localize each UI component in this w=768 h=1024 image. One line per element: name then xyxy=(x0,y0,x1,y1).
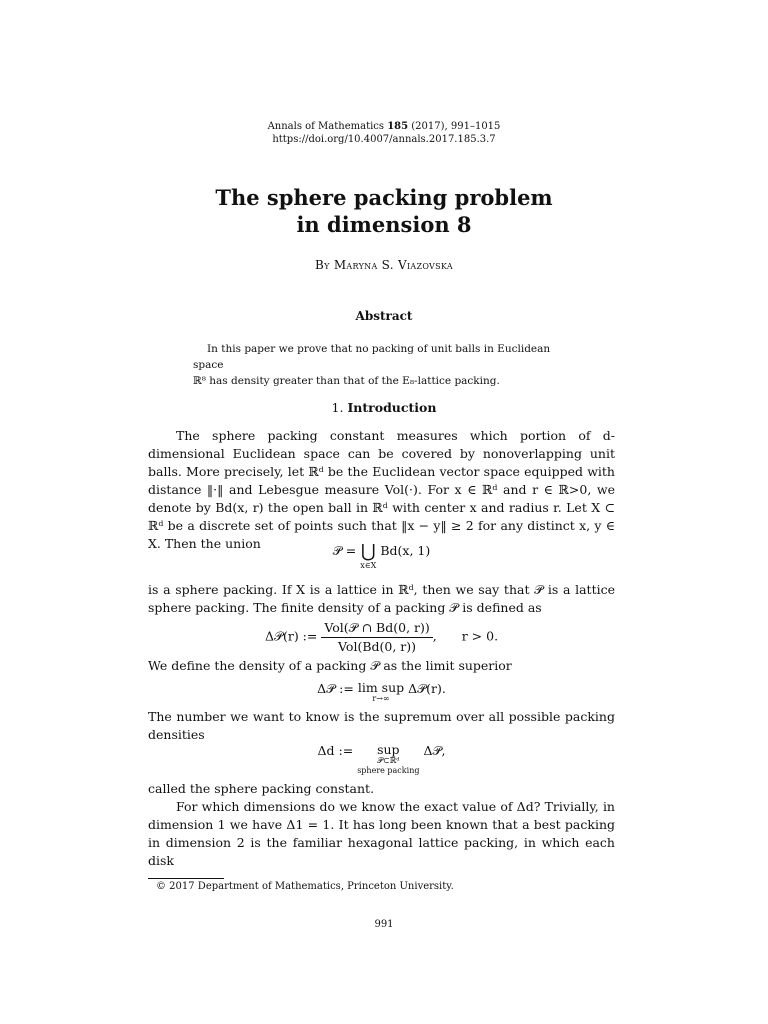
journal-citation: Annals of Mathematics 185 (2017), 991–1015 xyxy=(267,121,501,132)
paragraph-5: called the sphere packing constant. xyxy=(148,781,375,796)
running-header xyxy=(0,120,768,146)
equation-sup: Δd := sup 𝒫⊂ℝᵈ sphere packing Δ𝒫, xyxy=(317,742,446,775)
equation-finite-density: Δ𝒫(r) := $\frac{\text{Vol(𝒫 ∩ Bd(0, r))}}{\text{Vol(Bd(0, r))}}$ , r > 0. xyxy=(264,620,499,654)
density-fraction: $\frac{\text{Vol(𝒫 ∩ Bd(0, r))}}{\text{Vol(Bd(0, r))}}$ xyxy=(321,620,432,654)
author-byline: By Maryna S. Viazovska xyxy=(315,258,453,272)
big-union-symbol: ⋃ xyxy=(360,541,376,562)
paper-title-line-2: in dimension 8 xyxy=(296,212,472,237)
paper-title-line-1: The sphere packing problem xyxy=(215,185,553,210)
paragraph-4: The number we want to know is the supremum over all possible packing densities xyxy=(148,709,615,742)
paragraph-1: The sphere packing constant measures which portion of d-dimensional Euclidean space can be covered by nonoverlapping unit balls. More precisely, let ℝᵈ be the Euclidean vector space equipped with distance ‖·‖ and Lebesgue measure Vol(·). For x ∈ ℝᵈ and r ∈ ℝ>0, we denote by Bd(x, r) the open ball in ℝᵈ with center x and radius r. Let X ⊂ ℝᵈ be a discrete set of points such that ‖x − y‖ ≥ 2 for any distinct x, y ∈ X. Then the union xyxy=(148,428,615,551)
doi-link[interactable]: https://doi.org/10.4007/annals.2017.185.3.7 xyxy=(272,134,496,145)
paragraph-3: We define the density of a packing 𝒫 as the limit superior xyxy=(148,658,512,673)
abstract-line-2: ℝ⁸ has density greater than that of the E₈-lattice packing. xyxy=(193,375,500,387)
abstract-heading: Abstract xyxy=(355,309,413,323)
abstract-text xyxy=(193,341,575,389)
footnote-rule xyxy=(148,878,224,879)
paper-title xyxy=(0,184,768,238)
equation-union: 𝒫 = ⋃ x∈X Bd(x, 1) xyxy=(332,541,431,570)
copyright-footnote: © 2017 Department of Mathematics, Princeton University. xyxy=(156,881,454,892)
paragraph-2: is a sphere packing. If X is a lattice in ℝᵈ, then we say that 𝒫 is a lattice sphere packing. The finite density of a packing 𝒫 is defined as xyxy=(148,582,615,615)
equation-limsup: Δ𝒫 := lim sup r→∞ Δ𝒫(r). xyxy=(317,680,446,703)
page-number: 991 xyxy=(374,919,394,930)
abstract-line-1: In this paper we prove that no packing of unit balls in Euclidean space xyxy=(193,343,551,371)
section-number: 1. xyxy=(331,400,348,415)
volume-number: 185 xyxy=(387,121,409,132)
section-title: Introduction xyxy=(347,400,437,415)
section-heading xyxy=(0,400,768,415)
paragraph-6: For which dimensions do we know the exact value of Δd? Trivially, in dimension 1 we have Δ1 = 1. It has long been known that a best packing in dimension 2 is the familiar hexagonal lattice packing, in which each disk xyxy=(148,799,615,868)
